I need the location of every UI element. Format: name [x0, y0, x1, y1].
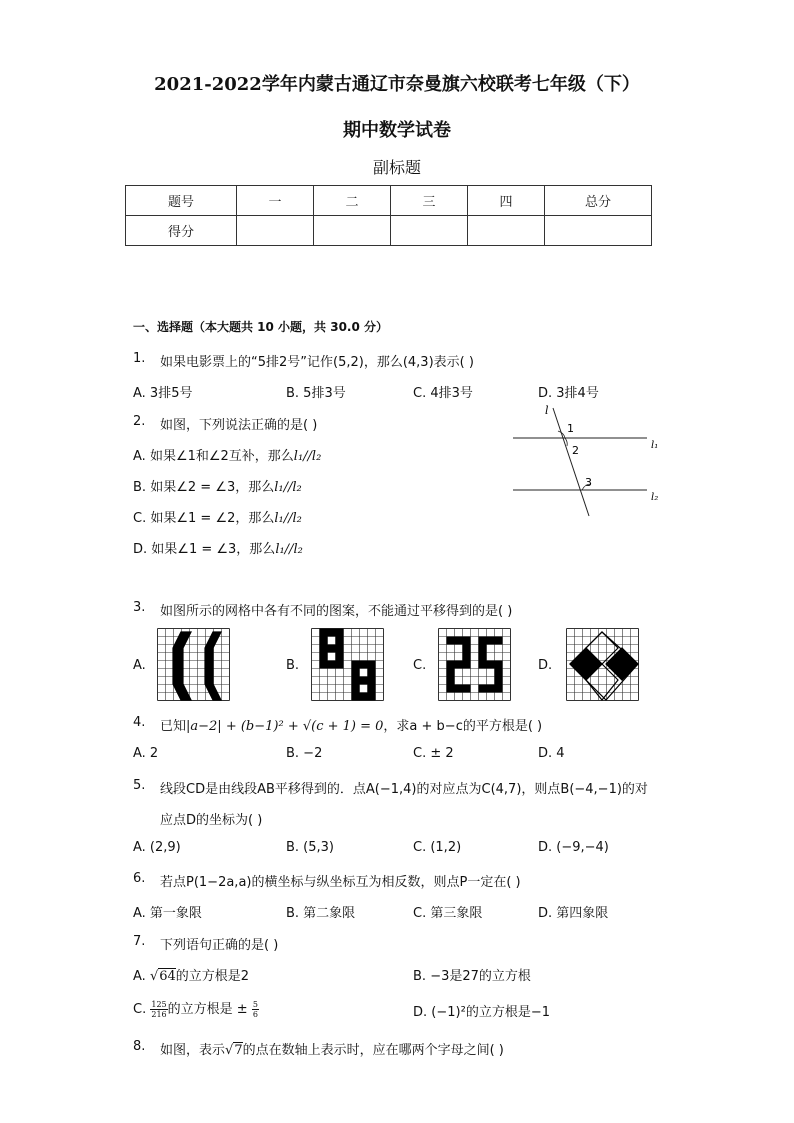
q2-option-c[interactable]: C. 如果∠1 = ∠2，那么l₁//l₂: [133, 511, 302, 526]
fig-label-l: l: [545, 404, 549, 417]
q4-option-c[interactable]: C. ± 2: [413, 746, 454, 761]
q4-stem: 已知|a−2| + (b−1)² + √(c + 1) = 0，求a + b−c的平方根是( ): [160, 719, 543, 734]
grid-pattern-diamonds: [566, 628, 643, 705]
q2-option-b[interactable]: B. 如果∠2 = ∠3，那么l₁//l₂: [133, 480, 302, 495]
exam-title-line1: 2021-2022学年内蒙古通辽市奈曼旗六校联考七年级（下）: [154, 74, 640, 95]
q5-option-d[interactable]: D. (−9,−4): [538, 840, 609, 855]
q1-option-a[interactable]: A. 3排5号: [133, 386, 193, 401]
q2-option-a[interactable]: A. 如果∠1和∠2互补，那么l₁//l₂: [133, 449, 322, 464]
q1-stem: 如果电影票上的“5排2号”记作(5,2)，那么(4,3)表示( ): [160, 355, 474, 370]
header-cell: 一: [237, 186, 314, 216]
q2-number: 2.: [133, 414, 146, 429]
grid-pattern-brackets: [157, 628, 234, 705]
q4-number: 4.: [133, 715, 146, 730]
fig-label-angle1: 1: [567, 422, 574, 435]
header-cell: 二: [314, 186, 391, 216]
row-label: 得分: [126, 216, 237, 246]
q8-number: 8.: [133, 1039, 146, 1054]
score-table-header-row: [126, 186, 652, 216]
q8-stem: 如图，表示√7的点在数轴上表示时，应在哪两个字母之间( ): [160, 1043, 504, 1058]
q6-option-d[interactable]: D. 第四象限: [538, 906, 609, 921]
q7-option-b[interactable]: B. −3是27的立方根: [413, 969, 531, 984]
q3-option-a-label[interactable]: A.: [133, 658, 146, 673]
q7-stem: 下列语句正确的是( ): [160, 938, 279, 953]
header-cell: 总分: [545, 186, 652, 216]
q4-expression: |a−2| + (b−1)² + √(c + 1) = 0: [186, 719, 384, 734]
q3-stem: 如图所示的网格中各有不同的图案，不能通过平移得到的是( ): [160, 604, 513, 619]
q1-option-c[interactable]: C. 4排3号: [413, 386, 473, 401]
score-cell[interactable]: [545, 216, 652, 246]
q5-stem-line1: 线段CD是由线段AB平移得到的．点A(−1,4)的对应点为C(4,7)，则点B(−4,−1)的对: [160, 782, 648, 797]
q3-number: 3.: [133, 600, 146, 615]
fig-label-l1: l₁: [651, 440, 659, 451]
section-heading: 一、选择题（本大题共 10 小题，共 30.0 分）: [133, 320, 389, 334]
q5-option-a[interactable]: A. (2,9): [133, 840, 181, 855]
q7-option-c[interactable]: C. $\frac{125}{216}$ 的立方根是 ± $\frac{5}{6}$: [133, 1000, 258, 1019]
exam-subtitle: 副标题: [372, 158, 421, 177]
score-cell[interactable]: [468, 216, 545, 246]
q2-option-d[interactable]: D. 如果∠1 = ∠3，那么l₁//l₂: [133, 542, 303, 557]
header-cell: 题号: [126, 186, 237, 216]
q5-stem-line2: 应点D的坐标为( ): [160, 813, 263, 828]
fraction-5-6: $\frac{5}{6}$: [252, 1000, 258, 1019]
fraction-125-216: $\frac{125}{216}$: [151, 1000, 167, 1019]
q6-number: 6.: [133, 871, 146, 886]
grid-pattern-eights: [311, 628, 388, 705]
q6-stem: 若点P(1−2a,a)的横坐标与纵坐标互为相反数，则点P一定在( ): [160, 875, 521, 890]
q3-option-d-label[interactable]: D.: [538, 658, 553, 673]
grid-pattern-25: [438, 628, 515, 705]
q7-number: 7.: [133, 934, 146, 949]
score-cell[interactable]: [237, 216, 314, 246]
q5-number: 5.: [133, 778, 146, 793]
q1-number: 1.: [133, 351, 146, 366]
q6-option-b[interactable]: B. 第二象限: [286, 906, 356, 921]
q7-option-d[interactable]: D. (−1)²的立方根是−1: [413, 1005, 550, 1020]
header-cell: 三: [391, 186, 468, 216]
exam-title-line2: 期中数学试卷: [343, 120, 451, 141]
score-table: [125, 185, 652, 246]
q3-option-c-label[interactable]: C.: [413, 658, 427, 673]
q1-option-d[interactable]: D. 3排4号: [538, 386, 599, 401]
fig-label-angle3: 3: [585, 476, 592, 489]
score-cell[interactable]: [314, 216, 391, 246]
q6-option-c[interactable]: C. 第三象限: [413, 906, 483, 921]
score-table-score-row: [126, 216, 652, 246]
q2-stem: 如图，下列说法正确的是( ): [160, 418, 318, 433]
q1-option-b[interactable]: B. 5排3号: [286, 386, 346, 401]
q5-option-b[interactable]: B. (5,3): [286, 840, 335, 855]
header-cell: 四: [468, 186, 545, 216]
q6-option-a[interactable]: A. 第一象限: [133, 906, 202, 921]
q7-option-a[interactable]: A. √64的立方根是2: [133, 969, 250, 984]
q4-option-d[interactable]: D. 4: [538, 746, 565, 761]
fig-label-angle2: 2: [572, 444, 579, 457]
q3-option-b-label[interactable]: B.: [286, 658, 300, 673]
q5-option-c[interactable]: C. (1,2): [413, 840, 462, 855]
fig-label-l2: l₂: [651, 492, 659, 503]
q4-option-b[interactable]: B. −2: [286, 746, 323, 761]
q4-option-a[interactable]: A. 2: [133, 746, 159, 761]
score-cell[interactable]: [391, 216, 468, 246]
q2-figure: [505, 400, 675, 520]
